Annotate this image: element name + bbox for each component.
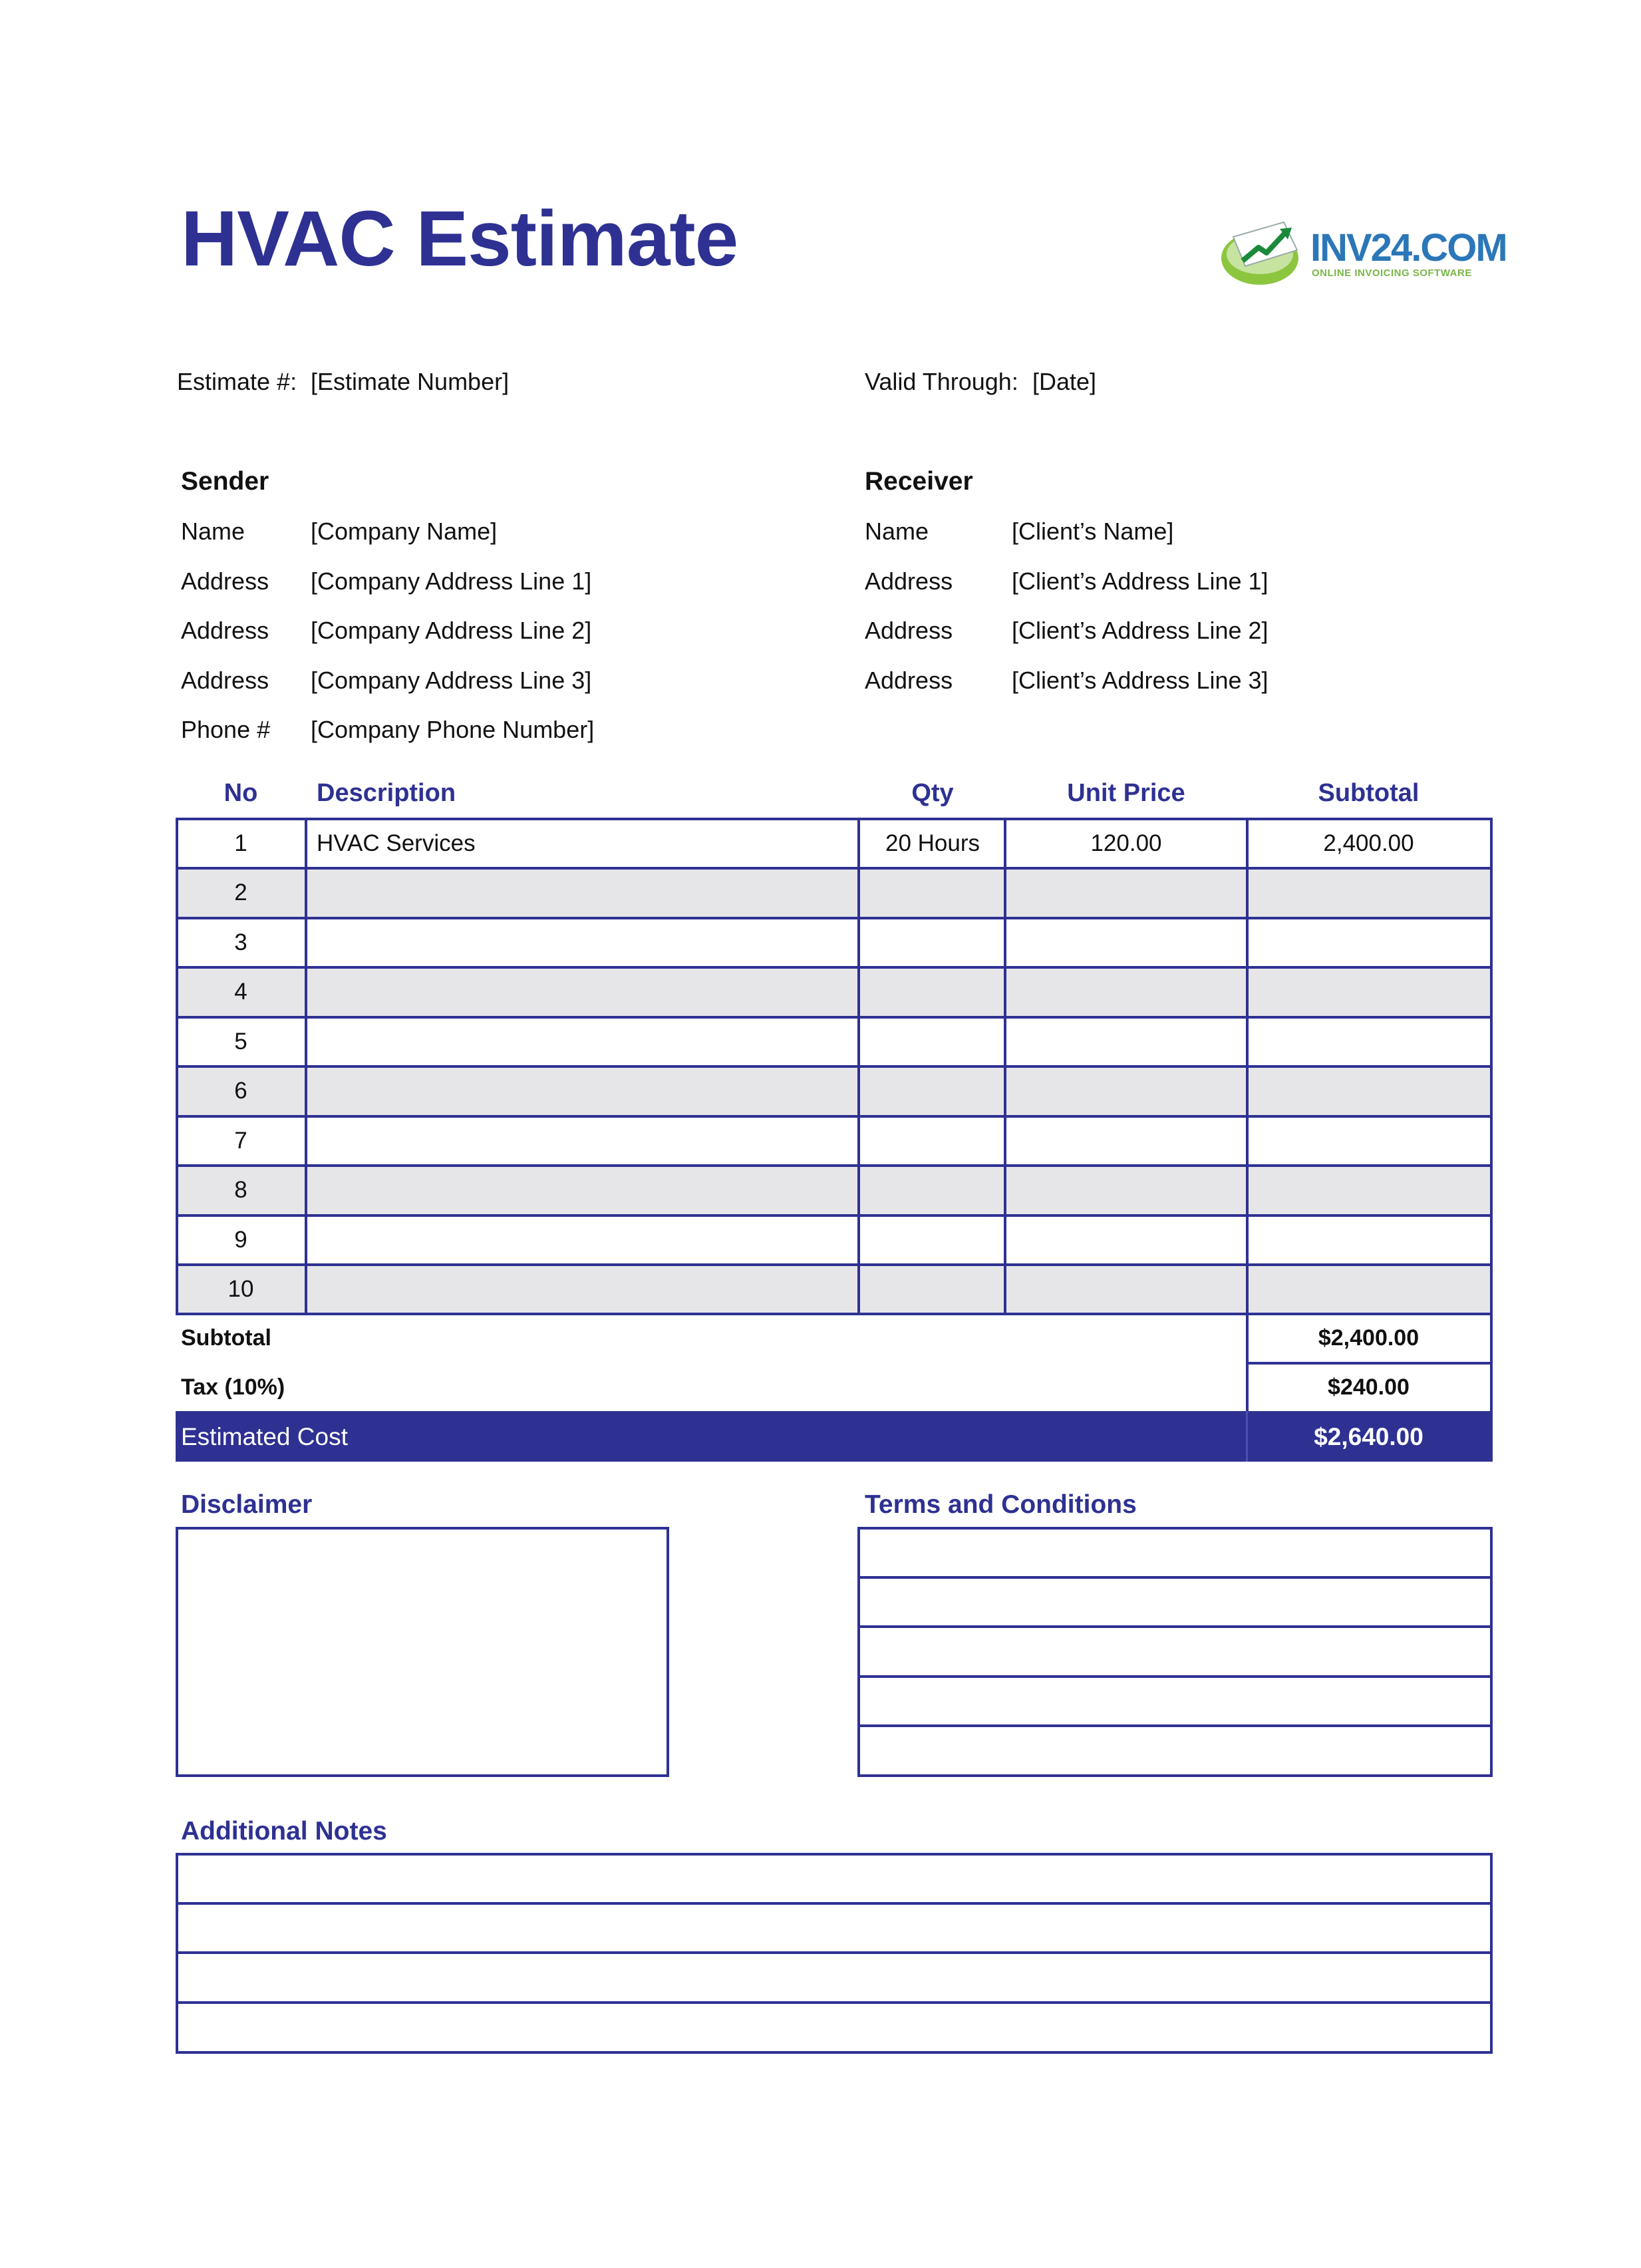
notes-line [178, 1902, 1490, 1905]
table-grid-line [176, 1263, 1493, 1266]
row-description[interactable]: HVAC Services [317, 830, 476, 856]
table-grid-line [176, 1115, 1493, 1118]
col-header-subtotal: Subtotal [1318, 779, 1419, 807]
subtotal-value: $2,400.00 [1318, 1325, 1419, 1351]
table-grid-line [1246, 818, 1249, 1313]
table-row [176, 1017, 1490, 1066]
disclaimer-heading: Disclaimer [181, 1490, 313, 1519]
terms-line [860, 1625, 1490, 1628]
col-header-unit-price: Unit Price [1067, 779, 1185, 807]
table-row [176, 967, 1490, 1017]
table-grid-line [176, 818, 1493, 820]
row-no: 10 [227, 1276, 254, 1302]
sender-name-label: Name [181, 518, 245, 545]
sender-address2-label: Address [181, 617, 269, 644]
sender-heading: Sender [181, 467, 269, 496]
table-row [176, 1265, 1490, 1314]
estimated-cost-value: $2,640.00 [1314, 1423, 1423, 1450]
table-grid-line [176, 966, 1493, 969]
notes-line [178, 1951, 1490, 1954]
sender-address3-value[interactable]: [Company Address Line 3] [311, 667, 592, 694]
sender-address2-value[interactable]: [Company Address Line 2] [311, 617, 592, 644]
terms-heading: Terms and Conditions [865, 1490, 1137, 1519]
receiver-heading: Receiver [865, 467, 973, 496]
inv24-logo [1219, 217, 1507, 290]
receiver-address3-label: Address [865, 667, 953, 694]
notes-box [176, 1853, 1493, 2054]
receiver-address1-value[interactable]: [Client’s Address Line 1] [1012, 567, 1268, 595]
table-grid-line [176, 1016, 1493, 1019]
row-no: 6 [234, 1078, 247, 1104]
terms-line [860, 1675, 1490, 1678]
table-row [176, 868, 1490, 917]
table-row [176, 1066, 1490, 1116]
table-row [176, 819, 1490, 868]
estimate-number-label: Estimate #: [177, 368, 297, 395]
notes-line [178, 2001, 1490, 2004]
receiver-name-label: Name [865, 518, 929, 545]
tax-label: Tax (10%) [181, 1375, 285, 1400]
logo-tagline: ONLINE INVOICING SOFTWARE [1312, 267, 1472, 279]
table-row [176, 918, 1490, 967]
table-row [176, 1116, 1490, 1166]
sender-address3-label: Address [181, 667, 269, 694]
receiver-address3-value[interactable]: [Client’s Address Line 3] [1012, 667, 1268, 694]
table-grid-line [176, 867, 1493, 870]
table-row [176, 1215, 1490, 1265]
row-no: 9 [234, 1227, 247, 1253]
sender-phone-label: Phone # [181, 716, 271, 743]
terms-line [860, 1724, 1490, 1727]
receiver-name-value[interactable]: [Client’s Name] [1012, 518, 1174, 545]
notes-heading: Additional Notes [181, 1817, 387, 1846]
logo-wordmark: INV24.COM [1310, 226, 1507, 269]
table-grid-line [1004, 818, 1006, 1313]
table-grid-line [176, 818, 178, 1313]
row-no: 2 [234, 880, 247, 905]
col-header-qty: Qty [911, 779, 954, 807]
sender-address1-label: Address [181, 567, 269, 595]
col-header-description: Description [317, 779, 456, 807]
terms-line [860, 1576, 1490, 1579]
terms-box [857, 1527, 1493, 1777]
table-grid-line [176, 1164, 1493, 1167]
table-row [176, 1166, 1490, 1215]
table-grid-line [176, 1214, 1493, 1217]
valid-through-label: Valid Through: [865, 368, 1018, 395]
disclaimer-box[interactable] [176, 1527, 669, 1777]
subtotal-label: Subtotal [181, 1325, 271, 1351]
row-no: 5 [234, 1029, 247, 1054]
table-grid-line [857, 818, 860, 1313]
row-no: 7 [234, 1128, 247, 1154]
row-no: 8 [234, 1177, 247, 1203]
row-no: 1 [234, 830, 247, 856]
receiver-address2-label: Address [865, 617, 953, 644]
estimated-cost-label: Estimated Cost [181, 1423, 348, 1450]
table-grid-line [1490, 818, 1493, 1313]
row-no: 4 [234, 979, 247, 1005]
page-title: HVAC Estimate [181, 195, 738, 283]
sender-address1-value[interactable]: [Company Address Line 1] [311, 567, 592, 595]
col-header-no: No [224, 779, 258, 807]
estimate-number-value[interactable]: [Estimate Number] [311, 368, 510, 395]
table-grid-line [176, 1065, 1493, 1068]
row-subtotal: 2,400.00 [1323, 830, 1414, 856]
sender-phone-value[interactable]: [Company Phone Number] [311, 716, 595, 743]
row-no: 3 [234, 929, 247, 955]
logo-icon [1219, 217, 1305, 290]
tax-value: $240.00 [1328, 1375, 1410, 1400]
table-grid-line [305, 818, 307, 1313]
receiver-address1-label: Address [865, 567, 953, 595]
sender-name-value[interactable]: [Company Name] [311, 518, 498, 545]
row-unit-price[interactable]: 120.00 [1090, 830, 1162, 856]
receiver-address2-value[interactable]: [Client’s Address Line 2] [1012, 617, 1268, 644]
table-grid-line [176, 917, 1493, 919]
row-qty[interactable]: 20 Hours [885, 830, 980, 856]
valid-through-value[interactable]: [Date] [1032, 368, 1097, 395]
